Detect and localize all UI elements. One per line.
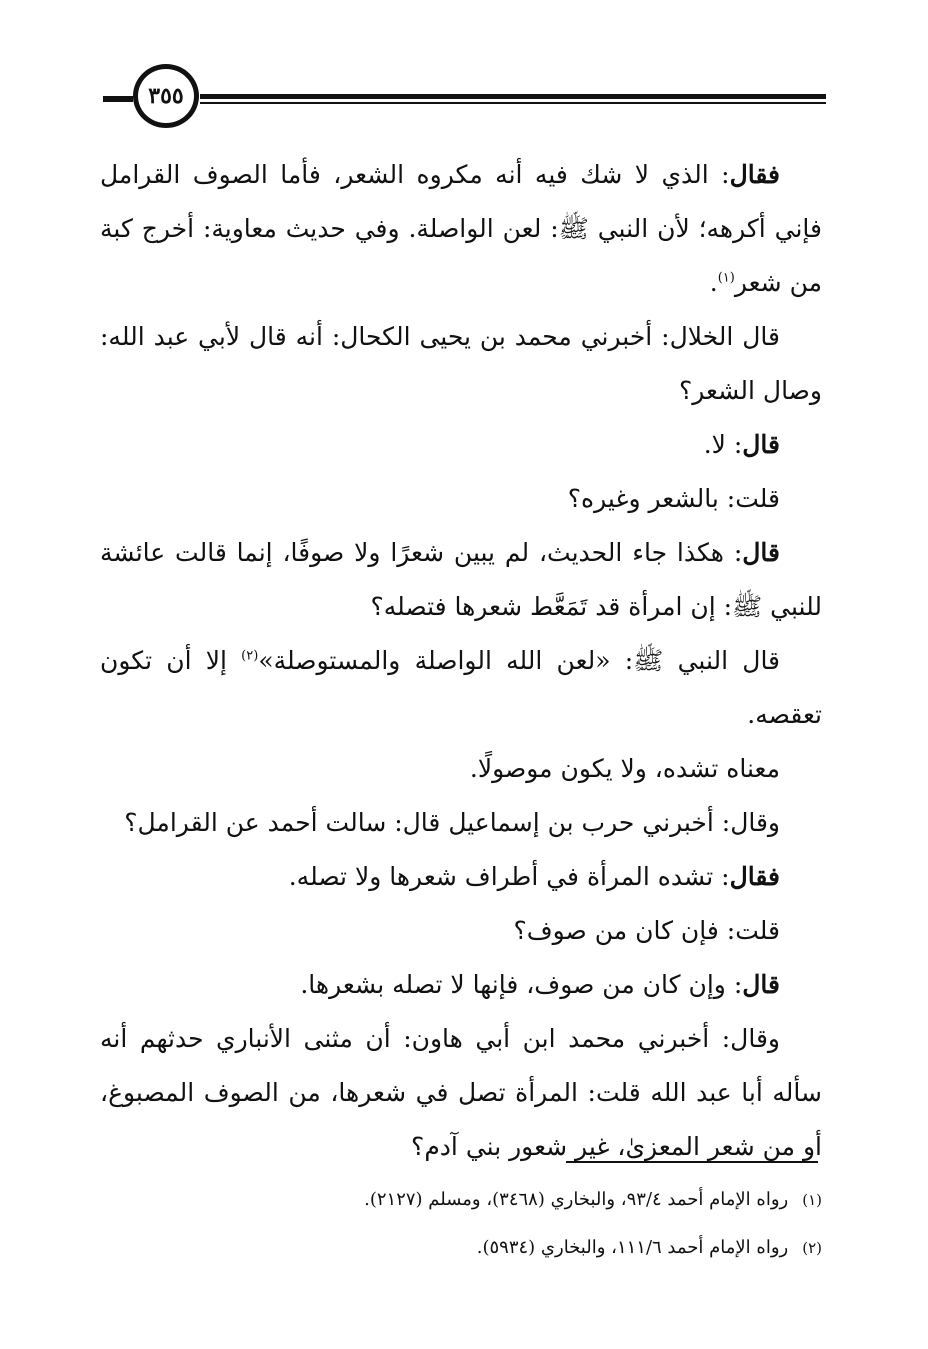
- paragraph: [100, 1012, 822, 1174]
- paragraph: [100, 742, 822, 796]
- body-text: [100, 148, 822, 1174]
- paragraph: [100, 904, 822, 958]
- paragraph: [100, 958, 822, 1012]
- page-number: ٣٥٥: [148, 83, 184, 109]
- paragraph-lead: فقال: [729, 862, 780, 891]
- paragraph-text: معناه تشده، ولا يكون موصولًا.: [469, 754, 780, 783]
- paragraph-tail: إلا أن تكون تعقصه.: [100, 646, 822, 729]
- paragraph-text: : وإن كان من صوف، فإنها لا تصله بشعرها.: [300, 970, 743, 999]
- paragraph: [100, 634, 822, 742]
- paragraph-tail: .: [709, 268, 718, 297]
- header-rule-thin: [200, 102, 826, 104]
- paragraph-lead: قال: [742, 970, 780, 999]
- footnote-ref: (٢): [241, 648, 259, 664]
- footnote-text: رواه الإمام أحمد ٩٣/٤، والبخاري (٣٤٦٨)، ومسلم (٢١٢٧).: [364, 1189, 789, 1210]
- footnote-ref: (١): [717, 270, 735, 286]
- paragraph: [100, 850, 822, 904]
- footnote-number: (٢): [802, 1239, 822, 1257]
- paragraph-text: : تشده المرأة في أطراف شعرها ولا تصله.: [288, 862, 730, 891]
- paragraph: [100, 148, 822, 310]
- paragraph: [100, 472, 822, 526]
- footnote-text: رواه الإمام أحمد ١١١/٦، والبخاري (٥٩٣٤).: [476, 1237, 789, 1258]
- paragraph-text: وقال: أخبرني محمد ابن أبي هاون: أن مثنى الأنباري حدثهم أنه سأله أبا عبد الله قلت: المرأة تصل في شعرها، من الصوف المصبوغ، أو من شعر المعزىٰ، غير شعور بني آدم؟: [100, 1024, 822, 1161]
- footnote: [100, 1224, 822, 1272]
- page-number-badge: [133, 64, 199, 128]
- paragraph: [100, 796, 822, 850]
- page-header: [0, 0, 928, 130]
- paragraph-text: : لا.: [703, 430, 743, 459]
- paragraph-text: قلت: فإن كان من صوف؟: [513, 916, 780, 945]
- paragraph: [100, 526, 822, 634]
- footnote-number: (١): [802, 1191, 822, 1209]
- header-rule-left: [103, 96, 133, 102]
- paragraph: [100, 310, 822, 418]
- paragraph-text: وقال: أخبرني حرب بن إسماعيل قال: سالت أحمد عن القرامل؟: [124, 808, 780, 837]
- footnote-separator: [566, 1161, 818, 1163]
- paragraph-text: قال الخلال: أخبرني محمد بن يحيى الكحال: أنه قال لأبي عبد الله: وصال الشعر؟: [100, 322, 822, 405]
- paragraph-text: قلت: بالشعر وغيره؟: [567, 484, 780, 513]
- paragraph-text: : هكذا جاء الحديث، لم يبين شعرًا ولا صوفًا، إنما قالت عائشة للنبي ﷺ: إن امرأة قد تَمَعَّط شعرها فتصله؟: [100, 538, 822, 621]
- paragraph-text: : الذي لا شك فيه أنه مكروه الشعر، فأما الصوف القرامل فإني أكرهه؛ لأن النبي ﷺ: لعن الواصلة. وفي حديث معاوية: أخرج كبة من شعر: [100, 160, 822, 297]
- footnotes: [100, 1176, 822, 1272]
- paragraph-lead: قال: [742, 538, 780, 567]
- footnote: [100, 1176, 822, 1224]
- paragraph: [100, 418, 822, 472]
- paragraph-lead: قال: [742, 430, 780, 459]
- header-rule-thick: [200, 94, 826, 99]
- paragraph-text: قال النبي ﷺ: «لعن الله الواصلة والمستوصلة»: [258, 646, 781, 675]
- paragraph-lead: فقال: [729, 160, 780, 189]
